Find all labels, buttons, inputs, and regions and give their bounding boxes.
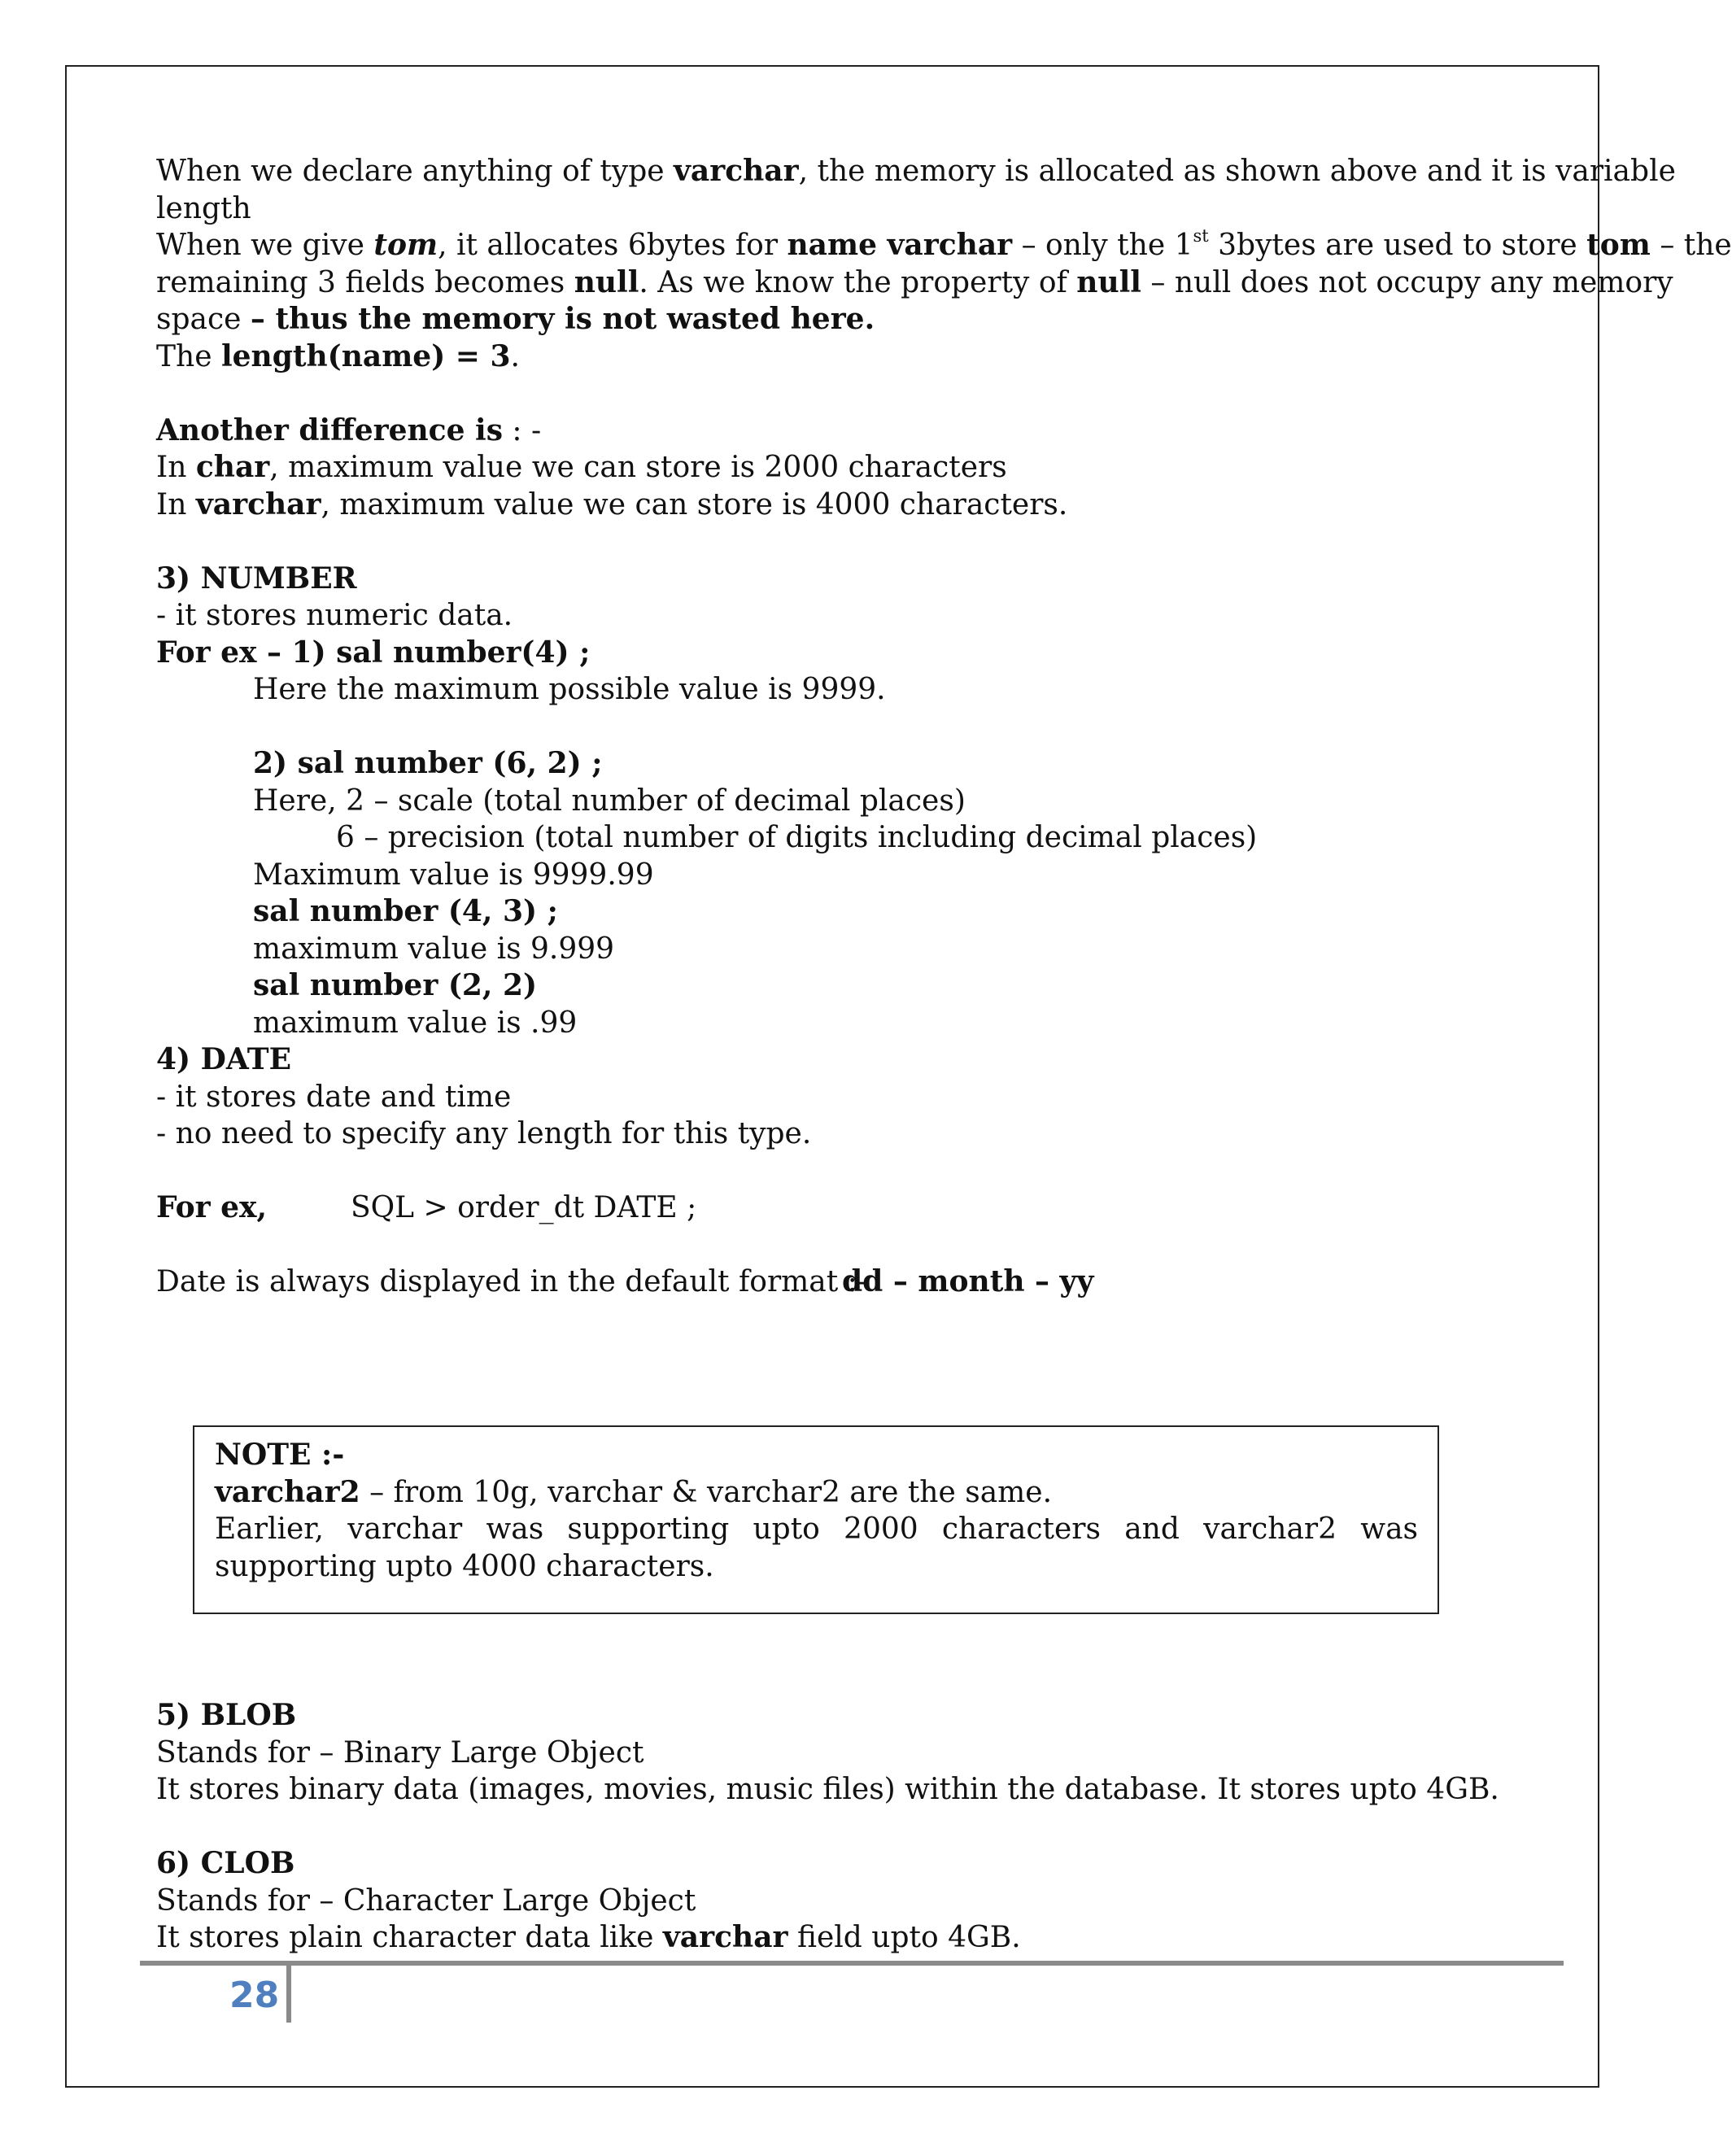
number-example-2-max: Maximum value is 9999.99: [253, 858, 654, 892]
section-heading: 5) BLOB: [156, 1698, 297, 1732]
bold-term: sal number (2, 2): [253, 968, 538, 1002]
clob-heading: [156, 1845, 1539, 1883]
bold-term: null: [1076, 264, 1141, 299]
text: .: [510, 339, 520, 373]
bold-term: NOTE :-: [215, 1438, 345, 1472]
bold-term: length(name) = 3: [220, 338, 511, 373]
number-heading: [156, 561, 1539, 598]
text: The: [156, 339, 221, 373]
difference-heading: [156, 412, 1539, 450]
blob-desc-2: It stores binary data (images, movies, music files) within the database. It stores upto 4GB.: [156, 1773, 1499, 1806]
bold-term: varchar: [674, 154, 799, 188]
clob-desc-1: Stands for – Character Large Object: [156, 1883, 696, 1918]
bold-term: sal number (4, 3) ;: [253, 894, 558, 928]
spacer: [156, 1227, 1539, 1264]
text: It stores plain character data like: [156, 1921, 663, 1954]
number-example-2: [156, 745, 1539, 783]
date-desc-1: - it stores date and time: [156, 1080, 512, 1114]
bold-term: Another difference is: [156, 412, 503, 447]
bold-term: – thus the memory is not wasted here.: [250, 302, 875, 336]
section-heading: 6) CLOB: [156, 1846, 295, 1880]
text: . As we know the property of: [639, 265, 1077, 299]
date-heading: [156, 1041, 1539, 1079]
text: field upto 4GB.: [787, 1921, 1021, 1954]
text: , it allocates 6bytes for: [438, 229, 787, 262]
text: : -: [502, 413, 542, 447]
note-line-2: Earlier, varchar was supporting upto 2000 characters and varchar2 was supporting upto 4000 characters.: [215, 1512, 1418, 1583]
text: 3bytes are used to store: [1208, 229, 1587, 262]
number-desc: - it stores numeric data.: [156, 599, 513, 632]
spacer: [156, 375, 1539, 412]
date-format-line: [156, 1263, 1539, 1301]
note-line-1: [215, 1474, 1418, 1512]
number-example-1-note: Here the maximum possible value is 9999.: [253, 673, 886, 706]
lob-content: [156, 1697, 1539, 1957]
page-number: 28: [229, 1975, 280, 2016]
section-heading: 3) NUMBER: [156, 561, 357, 596]
number-example-3-max: maximum value is 9.999: [253, 932, 615, 966]
bold-term: null: [574, 264, 639, 299]
main-content: [156, 153, 1732, 1301]
footer-rule: [140, 1961, 1564, 1966]
superscript: st: [1193, 226, 1209, 246]
bold-term: name varchar: [787, 228, 1013, 262]
date-desc-2: - no need to specify any length for this type.: [156, 1117, 812, 1150]
length-line: [156, 338, 1539, 376]
spacer: [156, 1809, 1539, 1846]
text: Date is always displayed in the default format :-: [156, 1265, 867, 1298]
number-example-2-precision: 6 – precision (total number of digits including decimal places): [336, 821, 1258, 854]
bold-term: 2) sal number (6, 2) ;: [253, 746, 603, 780]
page-number-divider: [286, 1966, 291, 2023]
number-example-4: [156, 967, 1539, 1005]
blob-heading: [156, 1697, 1539, 1735]
spacer: [156, 1153, 1539, 1190]
text: In: [156, 487, 196, 522]
bold-term: char: [195, 450, 270, 484]
date-example: [156, 1189, 1539, 1227]
text: , maximum value we can store is 4000 characters.: [321, 487, 1068, 522]
bold-term: varchar: [195, 487, 321, 522]
bold-term: varchar: [662, 1920, 788, 1954]
text: In: [156, 451, 196, 484]
varchar-para-line-3: [156, 226, 1732, 264]
text: – only the 1: [1012, 229, 1193, 262]
number-example-1: [156, 635, 1539, 672]
varchar-para-line-2: length: [156, 191, 251, 225]
bold-term: varchar2: [215, 1474, 360, 1509]
text: – from 10g, varchar & varchar2 are the same.: [360, 1475, 1053, 1509]
varchar-para-line-4: [156, 264, 1673, 302]
char-max-line: [156, 449, 1539, 487]
text: When we declare anything of type: [156, 155, 674, 188]
bold-italic-term: tom: [373, 228, 438, 262]
section-heading: 4) DATE: [156, 1042, 292, 1076]
bold-term: tom: [1586, 228, 1651, 262]
number-example-2-scale: Here, 2 – scale (total number of decimal places): [253, 783, 966, 818]
spacer: [156, 709, 1539, 746]
bold-term: For ex – 1) sal number(4) ;: [156, 635, 591, 670]
bold-term: For ex,: [156, 1190, 268, 1224]
number-example-3: [156, 893, 1539, 931]
blob-desc-1: Stands for – Binary Large Object: [156, 1735, 644, 1770]
clob-desc-2: [156, 1919, 1539, 1957]
text: , maximum value we can store is 2000 characters: [269, 451, 1007, 484]
text: remaining 3 fields becomes: [156, 265, 574, 299]
text: When we give: [156, 229, 374, 262]
varchar-para-line-5: [156, 301, 1539, 338]
text: – null does not occupy any memory: [1141, 265, 1673, 299]
text: , the memory is allocated as shown above and it is variable: [798, 155, 1676, 188]
note-heading: [215, 1437, 1418, 1474]
note-box: [193, 1425, 1439, 1614]
text: – the: [1650, 229, 1732, 262]
code-text: SQL > order_dt DATE ;: [351, 1191, 697, 1224]
bold-term: dd – month – yy: [842, 1264, 1094, 1298]
varchar-para-line-1: [156, 153, 1676, 190]
spacer: [156, 523, 1539, 561]
number-example-4-max: maximum value is .99: [253, 1006, 578, 1040]
varchar-max-line: [156, 487, 1539, 524]
text: space: [156, 303, 251, 336]
